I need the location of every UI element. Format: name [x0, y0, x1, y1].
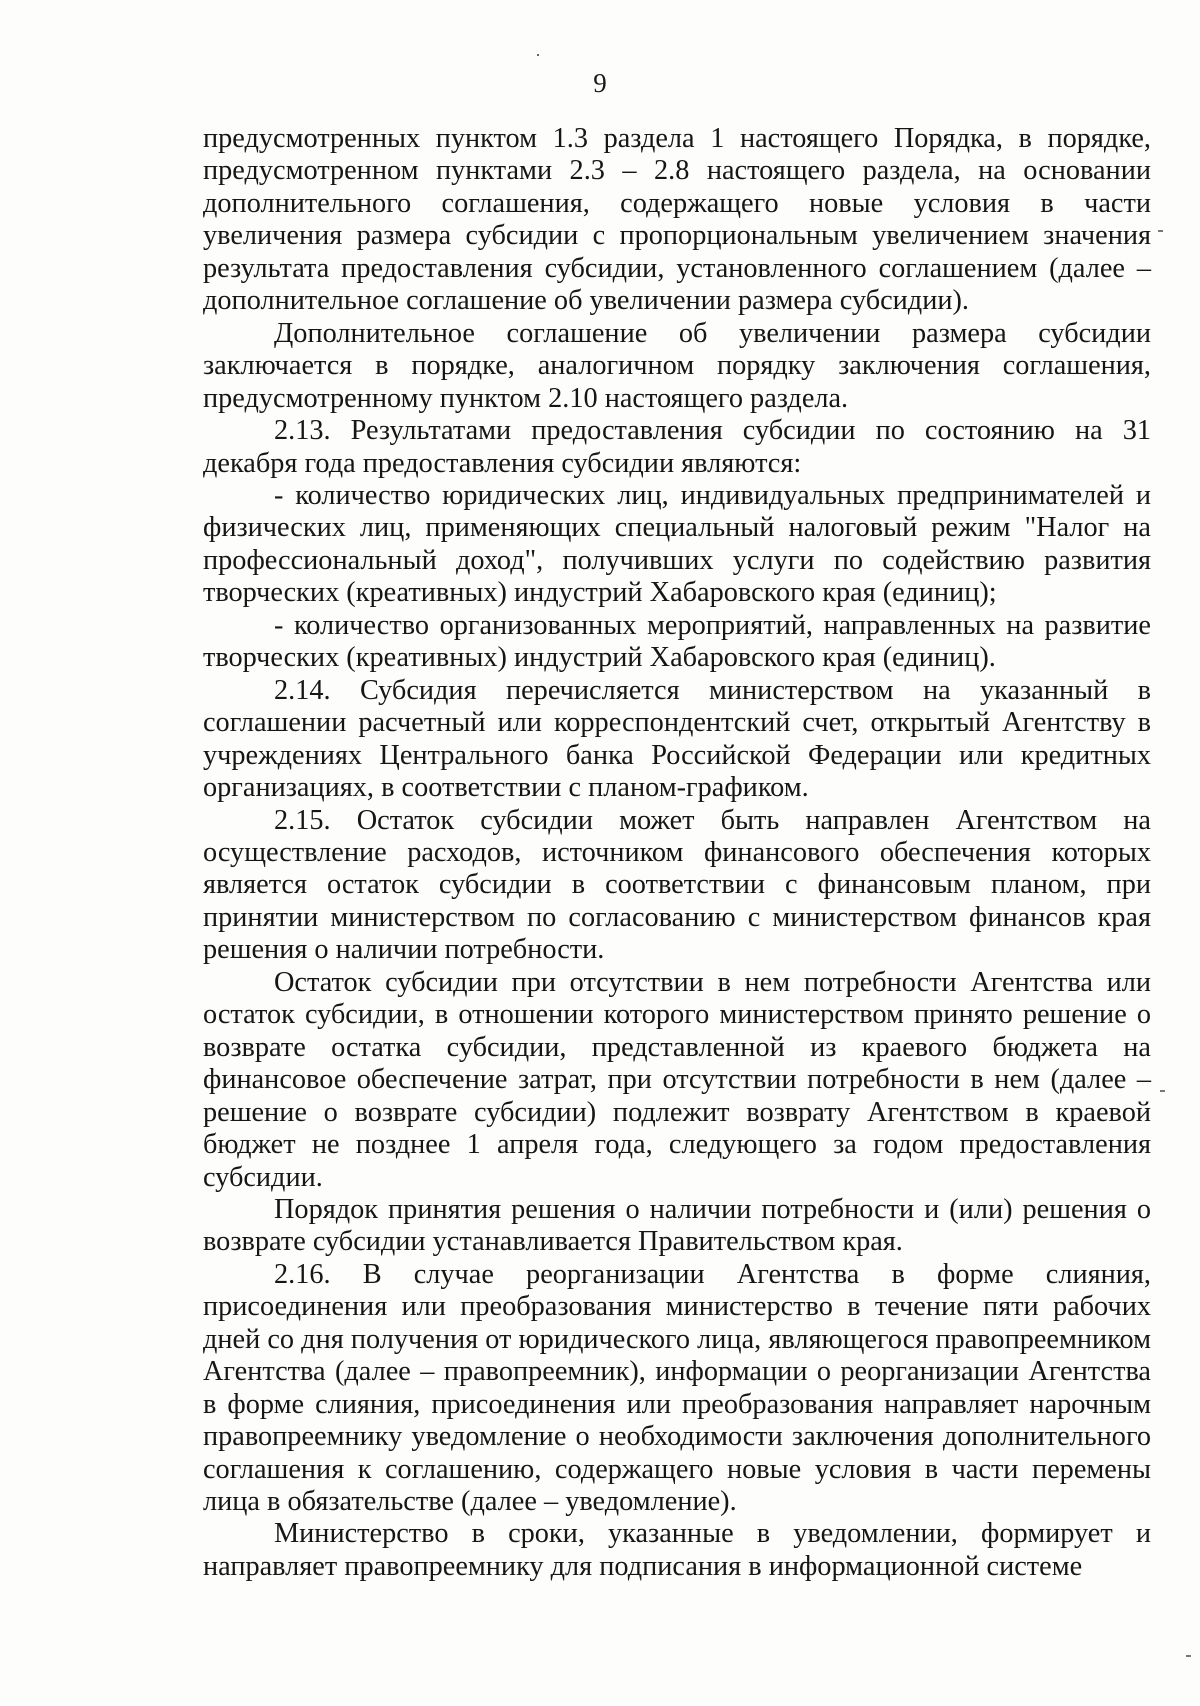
paragraph: 2.13. Результатами предоставления субсидии по состоянию на 31 декабря года предоставления субсидии являются: [203, 415, 1151, 479]
paragraph: Министерство в сроки, указанные в уведомлении, формирует и направляет правопреемнику для подписания в информационной системе [203, 1518, 1151, 1582]
paragraph: 2.14. Субсидия перечисляется министерством на указанный в соглашении расчетный или корреспондентский счет, открытый Агентству в учреждениях Центрального банка Российской Федерации или кредитных организациях, в соответствии с планом-графиком. [203, 674, 1151, 804]
scan-margin-mark [1186, 1655, 1191, 1657]
paragraph: предусмотренных пунктом 1.3 раздела 1 настоящего Порядка, в порядке, предусмотренном пунктами 2.3 – 2.8 настоящего раздела, на основании дополнительного соглашения, содержащего новые условия в части увеличения размера субсидии с пропорциональным увеличением значения результата предоставления субсидии, установленного соглашением (далее – дополнительное соглашение об увеличении размера субсидии). [203, 123, 1151, 317]
page-number: 9 [593, 68, 607, 98]
paragraph: 2.16. В случае реорганизации Агентства в форме слияния, присоединения или преобразования министерство в течение пяти рабочих дней со дня получения от юридического лица, являющегося правопреемником Агентства (далее – правопреемник), информации о реорганизации Агентства в форме слияния, присоединения или преобразования направляет нарочным правопреемнику уведомление о необходимости заключения дополнительного соглашения к соглашению, содержащего новые условия в части перемены лица в обязательстве (далее – уведомление). [203, 1258, 1151, 1518]
paragraph: 2.15. Остаток субсидии может быть направлен Агентством на осуществление расходов, источником финансового обеспечения которых является остаток субсидии в соответствии с финансовым планом, при принятии министерством по согласованию с министерством финансов края решения о наличии потребности. [203, 804, 1151, 966]
scan-speck [537, 54, 539, 56]
scan-margin-mark [1158, 230, 1163, 232]
paragraph: Порядок принятия решения о наличии потребности и (или) решения о возврате субсидии устанавливается Правительством края. [203, 1193, 1151, 1258]
list-item: - количество юридических лиц, индивидуальных предпринимателей и физических лиц, применяющих специальный налоговый режим "Налог на профессиональный доход", получивших услуги по содействию развития творческих (креативных) индустрий Хабаровского края (единиц); [203, 479, 1151, 609]
paragraph: Дополнительное соглашение об увеличении размера субсидии заключается в порядке, аналогичном порядку заключения соглашения, предусмотренному пунктом 2.10 настоящего раздела. [203, 317, 1151, 414]
list-item: - количество организованных мероприятий, направленных на развитие творческих (креативных) индустрий Хабаровского края (единиц). [203, 609, 1151, 674]
document-body [203, 123, 1151, 1583]
paragraph: Остаток субсидии при отсутствии в нем потребности Агентства или остаток субсидии, в отношении которого министерством принято решение о возврате остатка субсидии, представленной из краевого бюджета на финансовое обеспечение затрат, при отсутствии потребности в нем (далее – решение о возврате субсидии) подлежит возврату Агентством в краевой бюджет не позднее 1 апреля года, следующего за годом предоставления субсидии. [203, 966, 1151, 1193]
scan-margin-mark [1160, 1090, 1165, 1092]
